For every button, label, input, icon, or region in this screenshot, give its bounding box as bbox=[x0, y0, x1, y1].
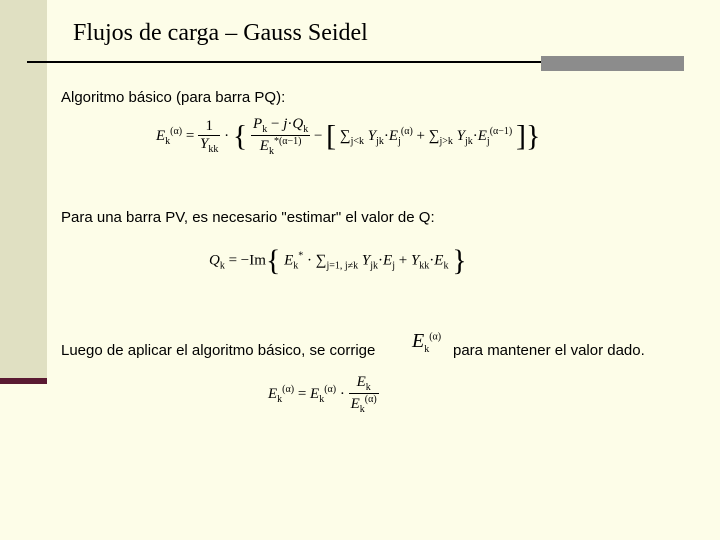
equation-pq-update: $E_k^{(\alpha)}$ = $\frac{1}{Y_{kk}}$ · { $\frac{P_k - j\cdot Q_k}{E_k^{*(\alpha-1)}}$ − [ $\sum_{j<k}$ $Y_{jk}\cdot E_j^{(\alpha)} + \sum_{j>k}$ $Y_{jk}\cdot E_j^{(\alpha-1)}$ ]} bbox=[156, 116, 541, 157]
left-decorative-bar bbox=[0, 0, 47, 382]
equation-voltage-correction: $E_k^{(\alpha)} = E_k^{(\alpha)}$ · $\frac{E_k}{E_k^{(\alpha)}}$ bbox=[268, 374, 377, 415]
text-pq-intro: Algoritmo básico (para barra PQ): bbox=[61, 89, 286, 106]
text-correction-after: para mantener el valor dado. bbox=[453, 342, 645, 359]
text-correction-before: Luego de aplicar el algoritmo básico, se corrige bbox=[61, 342, 376, 359]
inline-symbol-ek: $E_k^{(\alpha)}$ bbox=[412, 330, 442, 355]
title-rule-block bbox=[541, 56, 684, 71]
text-pv-intro: Para una barra PV, es necesario "estimar" el valor de Q: bbox=[61, 209, 435, 226]
slide-title: Flujos de carga – Gauss Seidel bbox=[73, 20, 368, 46]
equation-q-estimate: $Q_k = -Im${ $E_k^* \cdot \sum_{j=1, j\ne k}$ $Y_{jk}\cdot E_j + Y_{kk}\cdot E_k$ } bbox=[209, 244, 467, 277]
left-bar-accent bbox=[0, 378, 47, 384]
